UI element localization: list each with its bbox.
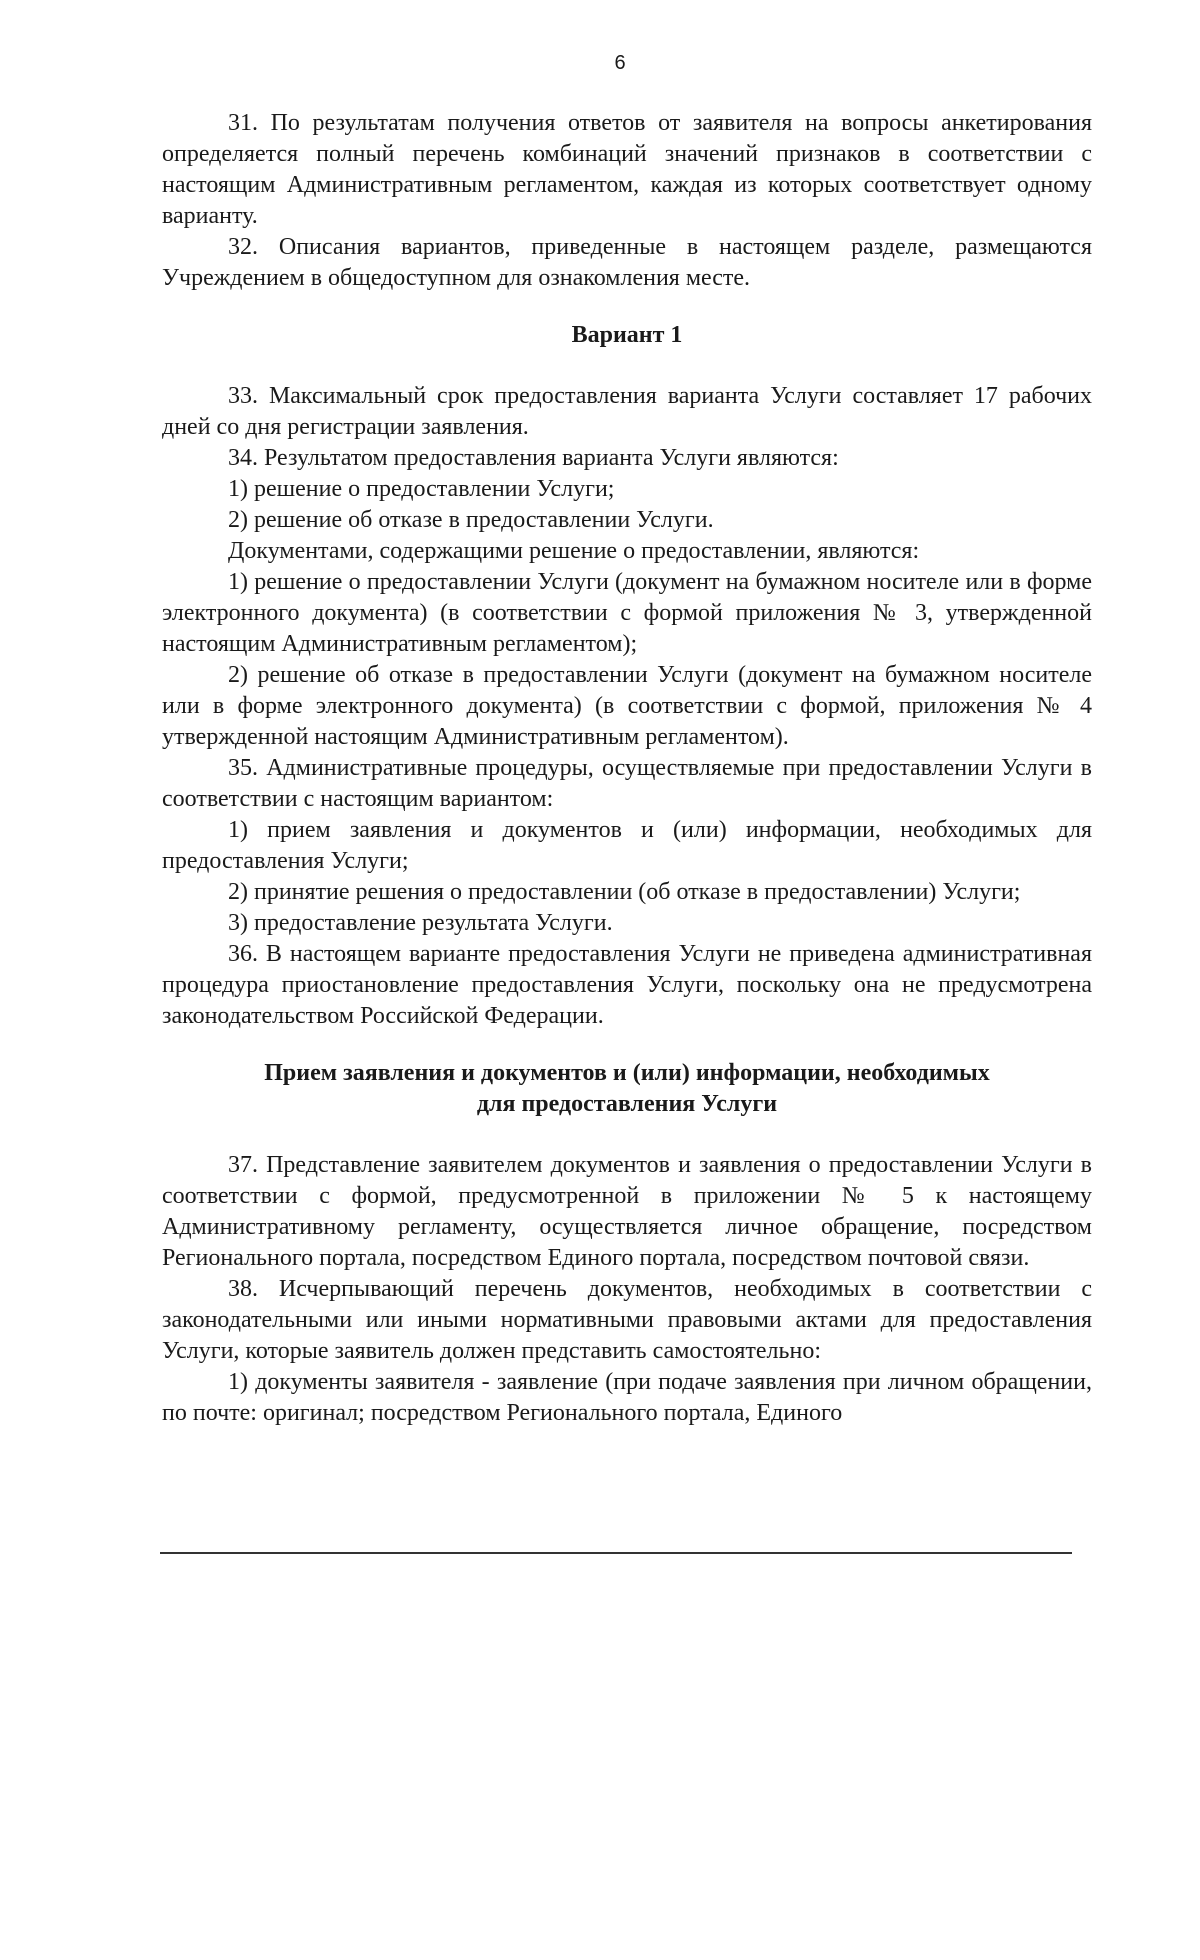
spacer (162, 1032, 1092, 1058)
paragraph-documents-intro: Документами, содержащими решение о предоставлении, являются: (228, 538, 920, 564)
spacer (162, 294, 1092, 320)
heading-reception (162, 1058, 1092, 1120)
paragraph-documents-item-1: 1) решение о предоставлении Услуги (документ на бумажном носителе или в форме электронного документа) (в соответствии с формой приложения № 3, утвержденной настоящим Административным регламентом); (162, 569, 1092, 657)
document-body (162, 108, 1092, 1429)
paragraph-35-item-1: 1) прием заявления и документов и (или) информации, необходимых для предоставления Услуги; (162, 817, 1092, 874)
paragraph-34: 34. Результатом предоставления варианта Услуги являются: (228, 445, 839, 471)
paragraph-38: 38. Исчерпывающий перечень документов, необходимых в соответствии с законодательными или иными нормативными правовыми актами для предоставления Услуги, которые заявитель должен представить самостоятельно: (162, 1276, 1092, 1364)
paragraph-38-item-1: 1) документы заявителя - заявление (при подаче заявления при личном обращении, по почте: оригинал; посредством Регионального портала, Единого (162, 1369, 1092, 1426)
paragraph-32: 32. Описания вариантов, приведенные в настоящем разделе, размещаются Учреждением в общедоступном для ознакомления месте. (162, 234, 1092, 291)
spacer (162, 351, 1092, 381)
heading-reception-line-1: Прием заявления и документов и (или) информации, необходимых (264, 1060, 990, 1086)
paragraph-documents-item-2: 2) решение об отказе в предоставлении Услуги (документ на бумажном носителе или в форме электронного документа) (в соответствии с формой, приложения № 4 утвержденной настоящим Административным регламентом). (162, 662, 1092, 750)
paragraph-35-item-2: 2) принятие решения о предоставлении (об отказе в предоставлении) Услуги; (228, 879, 1021, 905)
paragraph-37: 37. Представление заявителем документов и заявления о предоставлении Услуги в соответствии с формой, предусмотренной в приложении № 5 к настоящему Административному регламенту, осуществляется личное обращение, посредством Регионального портала, посредством Единого портала, посредством почтовой связи. (162, 1152, 1092, 1271)
paragraph-34-item-1: 1) решение о предоставлении Услуги; (228, 476, 615, 502)
paragraph-36: 36. В настоящем варианте предоставления Услуги не приведена административная процедура приостановление предоставления Услуги, поскольку она не предусмотрена законодательством Российской Федерации. (162, 941, 1092, 1029)
page-number: 6 (614, 52, 626, 74)
paragraph-34-item-2: 2) решение об отказе в предоставлении Услуги. (228, 507, 714, 533)
spacer (162, 1120, 1092, 1150)
footer-rule (160, 1552, 1072, 1554)
heading-variant-1: Вариант 1 (571, 322, 683, 348)
heading-reception-line-2: для предоставления Услуги (476, 1091, 778, 1117)
paragraph-35-item-3: 3) предоставление результата Услуги. (228, 910, 613, 936)
paragraph-33: 33. Максимальный срок предоставления варианта Услуги составляет 17 рабочих дней со дня регистрации заявления. (162, 383, 1092, 440)
paragraph-31: 31. По результатам получения ответов от заявителя на вопросы анкетирования определяется полный перечень комбинаций значений признаков в соответствии с настоящим Административным регламентом, каждая из которых соответствует одному варианту. (162, 110, 1092, 229)
paragraph-35: 35. Административные процедуры, осуществляемые при предоставлении Услуги в соответствии с настоящим вариантом: (162, 755, 1092, 812)
